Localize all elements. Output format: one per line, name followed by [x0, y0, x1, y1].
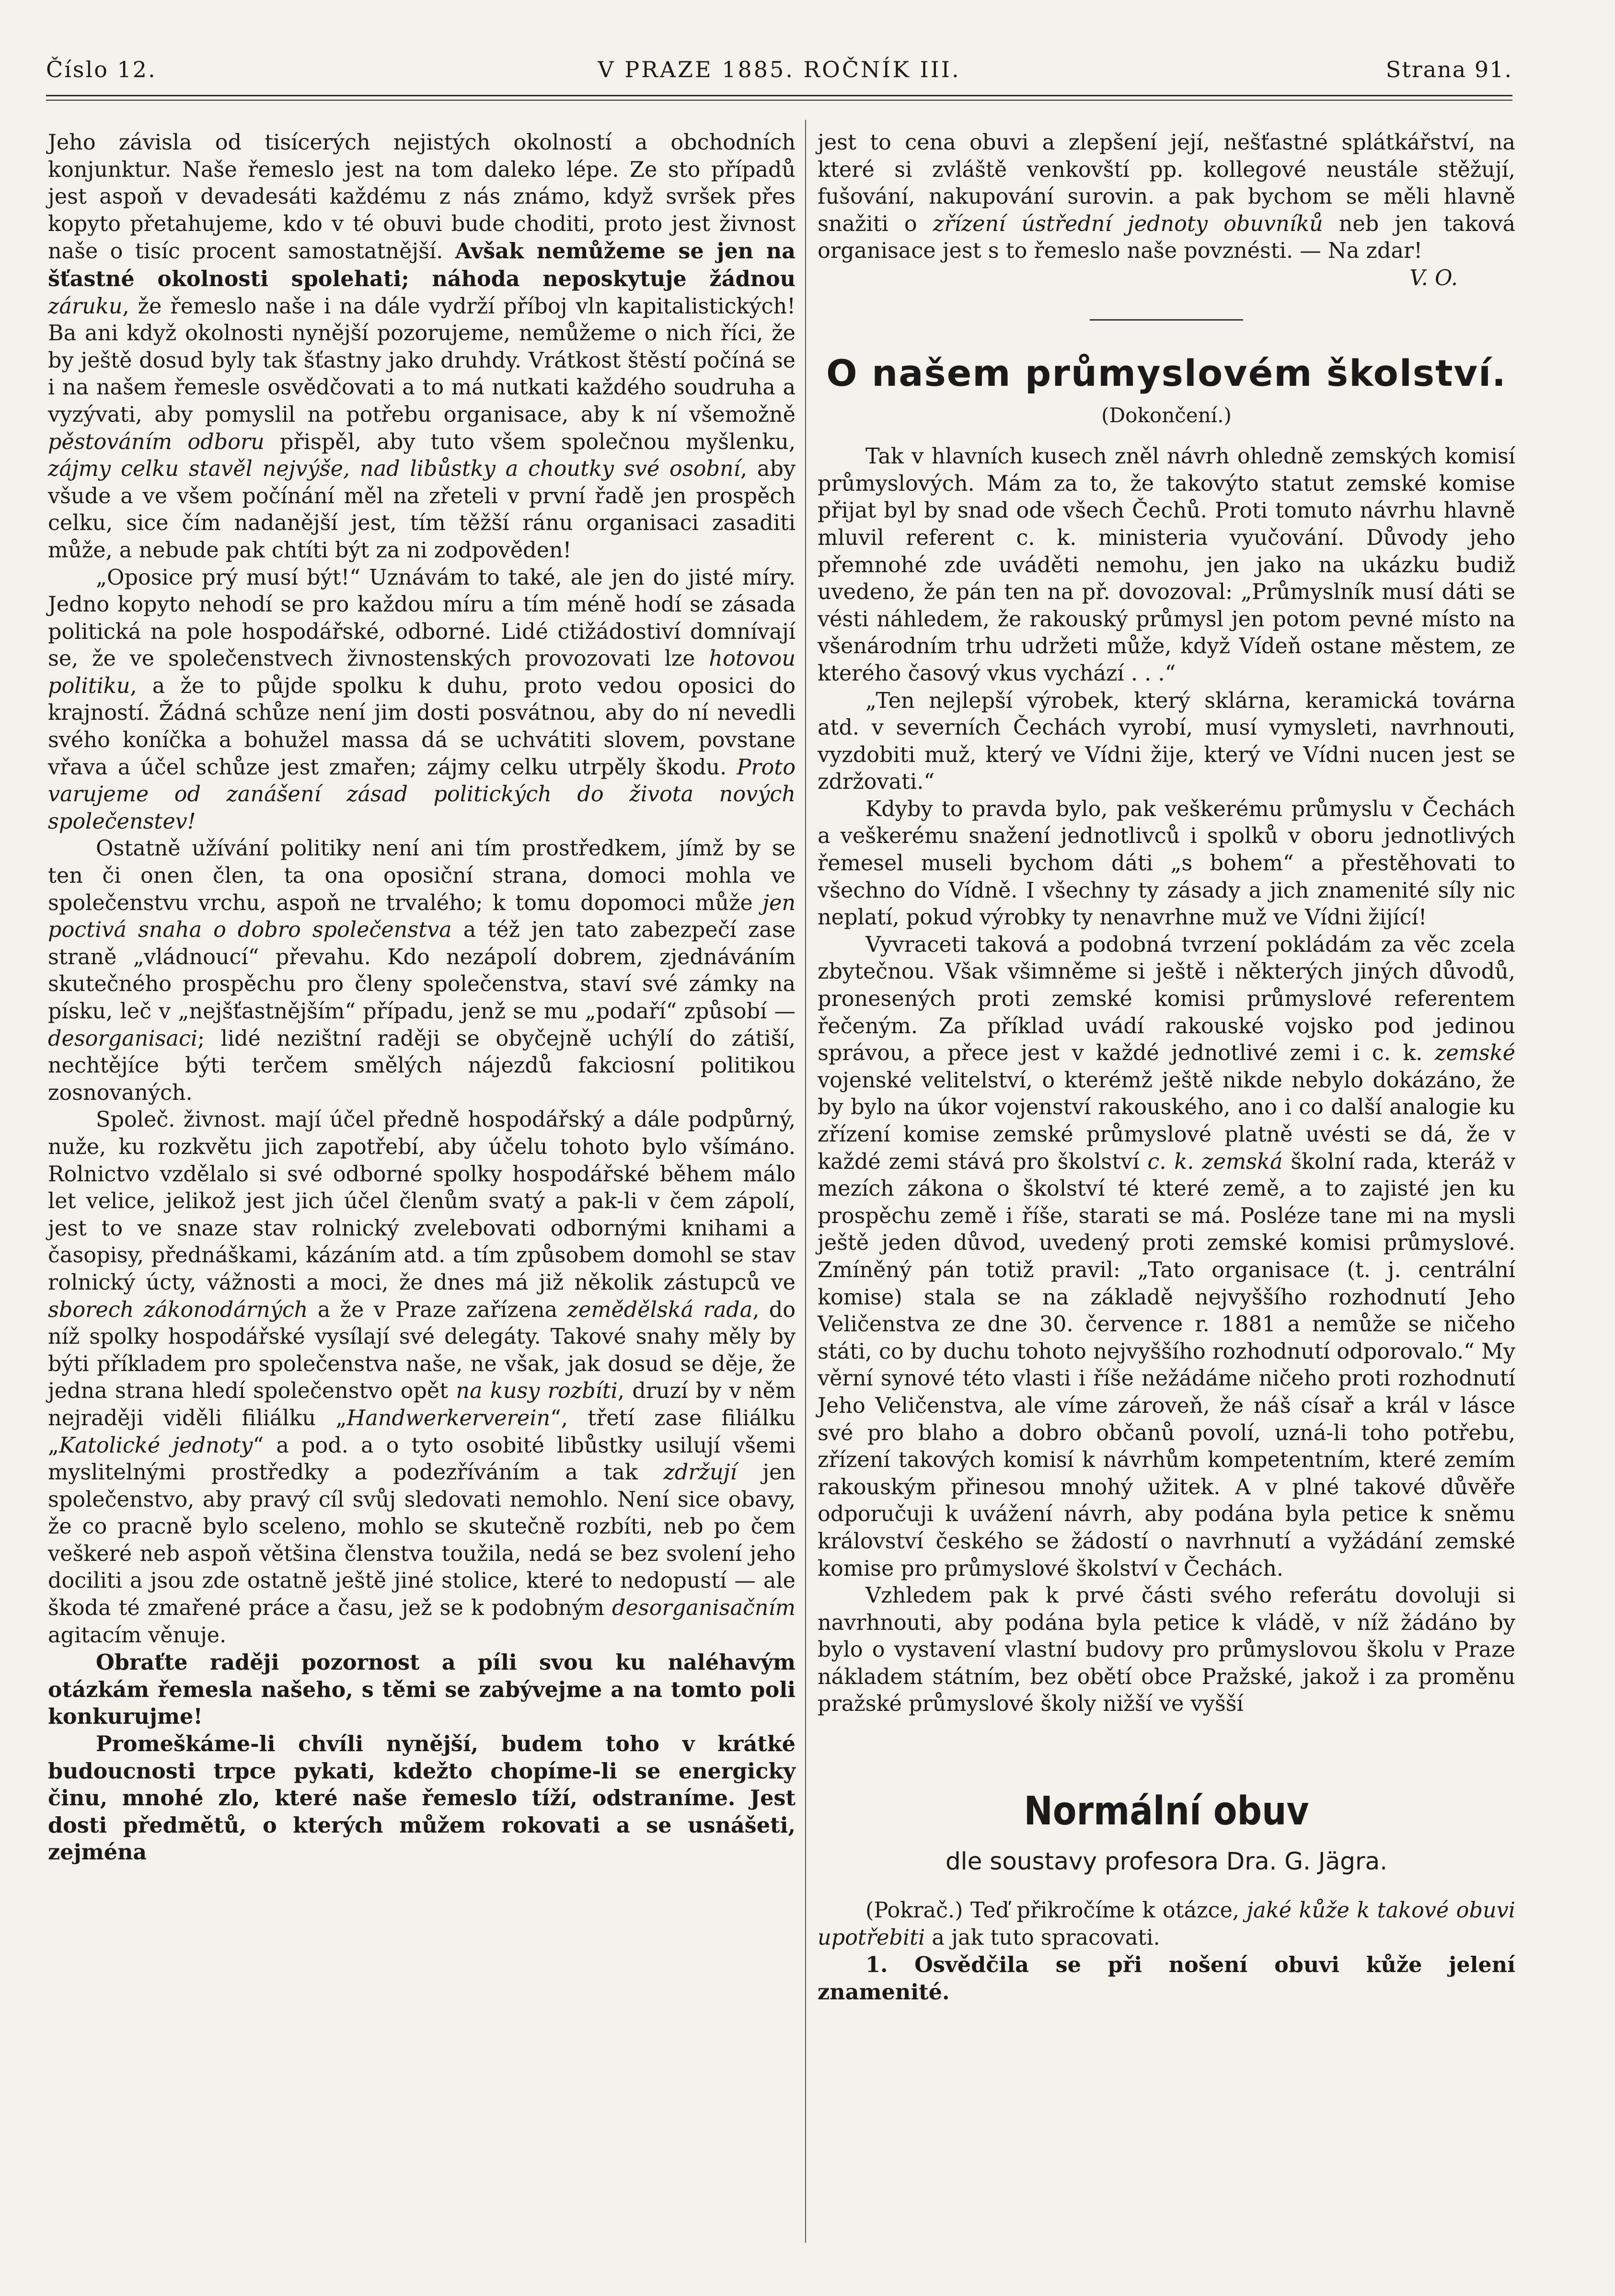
paragraph: Obraťte raději pozornost a píli svou ku naléhavým otázkám řemesla našeho, s těmi se zabývejme a na tomto poli konkurujme! [48, 1650, 796, 1730]
emphasis-text: Proto varujeme od zanášení zásad politických do života nových společenstev! [48, 755, 796, 834]
paragraph [818, 1897, 1515, 1951]
text-run: školní rada, kteráž v mezích zákona o školství té které země, a to zajisté jen ku prospěchu země i říše, starati se má. Posléze tane mi na mysli ještě jeden důvod, uvedený proti zemské komisi průmyslové. Zmíněný pán totiž pravil: „Tato organisace (t. j. centrální komise) stala se na základě nejvyššího rozhodnutí Jeho Veličenstva ze dne 30. července r. 1881 a nemůže se ničeho státi, co by duchu tohoto nejvyššího rozhodnutí odporovalo.“ My věrní synové této vlasti i říše nežádáme ničeho proti rozhodnutí Jeho Veličenstva, ale víme zároveň, že náš císař a král v lásce své pro blaho a dobro občanů povolí, uzná-li toho potřebu, zřízení takových komisí k návrhům kompetentním, které zemím rakouským přinesou mnohý užitek. A v plné takové důvěře odporučuji k uvážení návrh, aby podána byla petice k sněmu království českého se žádostí o navrhnutí a vyžádání zemské komise pro průmyslové školství v Čechách. [818, 1149, 1515, 1581]
text-run: a že v Praze zařízena [308, 1297, 567, 1322]
text-run: a též jen tato zabezpečí zase straně „vládnoucí“ převahu. Kdo nezápolí dobrem, zjednáváním skutečného prospěchu pro členy společenstva, staví své zámky na písku, leč v „nejšťastnějším“ případu, jenž se mu „podaří“ způsobí — [48, 918, 796, 1024]
paragraph [48, 565, 796, 836]
emphasis-text: jen poctivá snaha o dobro společenstva [48, 890, 796, 943]
text-run: , a že to půjde spolku k duhu, proto vedou oposici do krajností. Žádná schůze není jim dosti posvátnou, aby do ní nevedli svého koníčka a bohužel massa dá se uchvátiti slovem, povstane vřava a účel schůze jest zmařen; zájmy celku utrpěly škodu. [48, 673, 796, 780]
emphasis-text: sborech zákonodárných [48, 1297, 308, 1322]
text-run: Avšak nemůžeme se jen na šťastné okolnosti spolehati; náhoda neposkytuje žádnou [48, 239, 796, 291]
emphasis-text: zemské [1434, 1041, 1515, 1066]
text-run: vojenské velitelství, o kterémž ještě nikde nebylo dokázáno, že by bylo na úkor vojenství rakouského, ano i co další analogie ku zřízení komise zemské průmyslové platně uvésti se dá, že v každé zemi stává pro školství [818, 1068, 1515, 1174]
emphasis-text: zřízení ústřední jednoty obuvníků [933, 211, 1323, 236]
text-run: “ a pod. a o tyto osobité libůstky usilují všemi myslitelnými prostředky a podezříváním a tak [48, 1433, 796, 1485]
article-title: O našem průmyslovém školství. [826, 351, 1507, 394]
text-run: , do níž spolky hospodářské vysílají své delegáty. Takové snahy měly by býti příkladem pro společenstva naše, ne však, jak dosud se děje, že jedna strana hledí společenstvo opět [48, 1297, 796, 1404]
article-subtitle: (Dokončení.) [1101, 403, 1232, 427]
paragraph: Tak v hlavních kusech zněl návrh ohledně zemských komisí průmyslových. Mám za to, že takovýto statut zemské komise přijat byl by snad ode všech Čechů. Proti tomuto návrhu hlavně mluvil referent c. k. ministeria vyučování. Důvody jeho přemnohé zde uváděti nemohu, jen jako na ukázku budiž uvedeno, že pán ten na př. dovozoval: „Průmyslník musí dáti se vésti náhledem, že rakouský průmysl jen potom pevné místo na všenárodním trhu udržeti může, když Vídeň ostane městem, ze kterého časový vkus vychází . . .“ [818, 444, 1515, 686]
emphasis-text: pěstováním odboru [48, 429, 265, 454]
column-divider [805, 120, 806, 2243]
text-run: (Pokrač.) Teď přikročíme k otázce, [865, 1898, 1247, 1923]
paragraph: 1. Osvědčila se při nošení obuvi kůže jelení znamenité. [818, 1952, 1515, 2005]
emphasis-text: jaké kůže k takové obuvi upotřebiti [818, 1898, 1515, 1950]
paragraph [818, 129, 1515, 265]
text-run: jest to cena obuvi a zlepšení její, nešťastné splátkářství, na které si zvláště venkovští pp. kollegové neustále stěžují, fušování, nakupování surovin. a pak bychom se měli hlavně snažiti o [818, 130, 1515, 236]
paragraph [48, 835, 796, 1107]
emphasis-text: záruku [48, 294, 123, 319]
emphasis-text: c. k. zemská [1147, 1149, 1283, 1174]
emphasis-text: zemědělská rada [567, 1297, 753, 1322]
text-run: , druzí by v něm nejraději viděli filiálku „ [48, 1379, 796, 1431]
paragraph: Kdyby to pravda bylo, pak veškerému průmyslu v Čechách a veškerému snažení jednotlivců i spolků v oboru jednotlivých řemesel museli bychom dáti „s bohem“ a přestěhovati to všechno do Vídně. I všechny ty zásady a jich znamenité síly nic neplatí, pokud výrobky ty nenavrhne muž ve Vídni žijící! [818, 796, 1515, 930]
section-divider [1090, 319, 1243, 321]
paragraph: Promeškáme-li chvíli nynější, budem toho v krátké budoucnosti trpce pykati, kdežto chopíme-li se energicky činu, mnohé zlo, které naše řemeslo tíží, odstraníme. Jest dosti předmětů, o kterých můžem rokovati a se usnášeti, zejména [48, 1731, 796, 1865]
emphasis-text: hotovou politiku [48, 646, 796, 698]
text-run: agitacím věnuje. [48, 1623, 227, 1648]
issue-number: Číslo 12. [46, 57, 157, 82]
page-header [46, 52, 1512, 86]
paragraph: Vzhledem pak k prvé části svého referátu dovoluji si navrhnouti, aby podána byla petice k vládě, v níž žádáno by bylo o vystavení vlastní budovy pro průmyslovou školu v Praze nákladem státním, bez obětí obce Pražské, jakož i za proměnu pražské průmyslové školy nižší ve vyšší [818, 1583, 1515, 1717]
text-run: ; lidé nezištní raději se obyčejně uchýlí do zátiší, nechtějíce býti terčem smělých nájezdů fakciosní politikou zosnovaných. [48, 1026, 796, 1105]
left-column [48, 129, 796, 1866]
article-subtitle: dle soustavy profesora Dra. G. Jägra. [945, 1847, 1388, 1876]
paragraph: „Ten nejlepší výrobek, který sklárna, keramická továrna atd. v severních Čechách vyrobí, musí vymysleti, navrhnouti, vyzdobiti muž, který ve Vídni žije, který ve Vídni nucen jest se zdržovati.“ [818, 688, 1515, 795]
text-run: neb jen taková organisace jest s to řemeslo naše povznésti. — Na zdar! [818, 211, 1516, 264]
page-number: Strana 91. [1385, 57, 1512, 82]
emphasis-text: Handwerkerverein [346, 1406, 551, 1431]
right-column [818, 129, 1515, 2006]
paragraph [48, 1107, 796, 1649]
emphasis-text: zdržují [663, 1460, 737, 1485]
text-run: , aby všude a ve všem počínání měl na zřeteli v první řadě jen prospěch celku, sice čím nadanější jest, tím těžší ránu organisaci zasaditi může, a nebude pak chtíti být za ni zodpověden! [48, 457, 796, 563]
emphasis-text: na kusy rozbíti [456, 1379, 618, 1404]
emphasis-text: desorganisačním [611, 1596, 796, 1621]
text-run: Ostatně užívání politiky není ani tím prostředkem, jímž by se ten či onen člen, ta ona oposiční strana, domoci mohla ve společenstvu vrchu, aspoň ne trvalého; k tomu dopomoci může [48, 836, 796, 915]
article-title: Normální obuv [1024, 1788, 1309, 1834]
text-run: „Oposice prý musí být!“ Uznávám to také, ale jen do jisté míry. Jedno kopyto nehodí se pro každou míru a tím méně hodí se zásada politická na pole hospodářské, odborné. Lidé ctižádostiví domnívají se, že ve společenstvech živnostenských provozovati lze [48, 565, 796, 671]
text-run: Jeho závisla od tisícerých nejistých okolností a obchodních konjunktur. Naše řemeslo jest na tom daleko lépe. Ze sto případů jest aspoň v devadesáti každému z nás známo, když svršek přes kopyto přetahujeme, kdo v té obuvi bude choditi, proto jest živnost naše o tisíc procent samostatnější. [48, 130, 796, 264]
paragraph [48, 129, 796, 565]
emphasis-text: Katolické jednoty [59, 1433, 253, 1458]
signature: V. O. [1409, 265, 1458, 290]
text-run: jen společenstvo, aby pravý cíl svůj sledovati nemohlo. Není sice obavy, že co pracně bylo sceleno, mohlo se skutečně rozbíti, neb po čem veškeré neb aspoň většina členstva toužila, nedá se bez svolení jeho dociliti a jsou zde ostatně ještě jiné stolice, které to nedopustí — ale škoda té zmařené práce a času, jež se k podobným [48, 1460, 796, 1621]
header-rule-top [46, 95, 1512, 96]
emphasis-text: desorganisaci [48, 1026, 198, 1051]
text-run: Vyvraceti taková a podobná tvrzení pokládám za věc zcela zbytečnou. Však všimněme si ještě i některých jiných důvodů, pronesených proti zemské komisi průmyslové referentem řečeným. Za příklad uvádí rakouské vojsko pod jedinou správou, a přece jest v každé jednotlivé zemi i c. k. [818, 932, 1515, 1066]
paragraph [818, 932, 1515, 1582]
text-run: přispěl, aby tuto všem společnou myšlenku, [264, 429, 796, 454]
text-run: Společ. živnost. mají účel předně hospodářský a dále podpůrný, nuže, ku rozkvětu jich zapotřebí, aby účelu tohoto bylo všímáno. Rolnictvo vzdělalo si své odborné spolky hospodářské během málo let velice, jelikož jest jich účel členům svatý a pak-li v čem zápolí, jest to ve snaze stav rolnický zvelebovati odbornými knihami a časopisy, přednáškami, kázáním atd. a tím způsobem domohl se stav rolnický úcty, vážnosti a moci, že dnes má již několik zástupců ve [48, 1108, 796, 1295]
text-run: “, třetí zase filiálku „ [48, 1406, 796, 1458]
text-run: , že řemeslo naše i na dále vydrží příboj vln kapitalistických! Ba ani když okolnosti nynější pozorujeme, nemůžeme o nich říci, že by ještě dosud byly tak šťastny jako druhdy. Vrátkost štěstí počíná se i na našem řemesle osvědčovati a to má nutkati každého soudruha a vyzývati, aby pomyslil na potřebu organisace, aby k ní všemožně [48, 294, 796, 427]
header-rule-bottom [46, 100, 1512, 101]
emphasis-text: zájmy celku stavěl nejvýše, nad libůstky a choutky své osobní [48, 457, 740, 482]
text-run: a jak tuto spracovati. [925, 1925, 1160, 1950]
masthead-line: V PRAZE 1885. ROČNÍK III. [598, 57, 961, 82]
